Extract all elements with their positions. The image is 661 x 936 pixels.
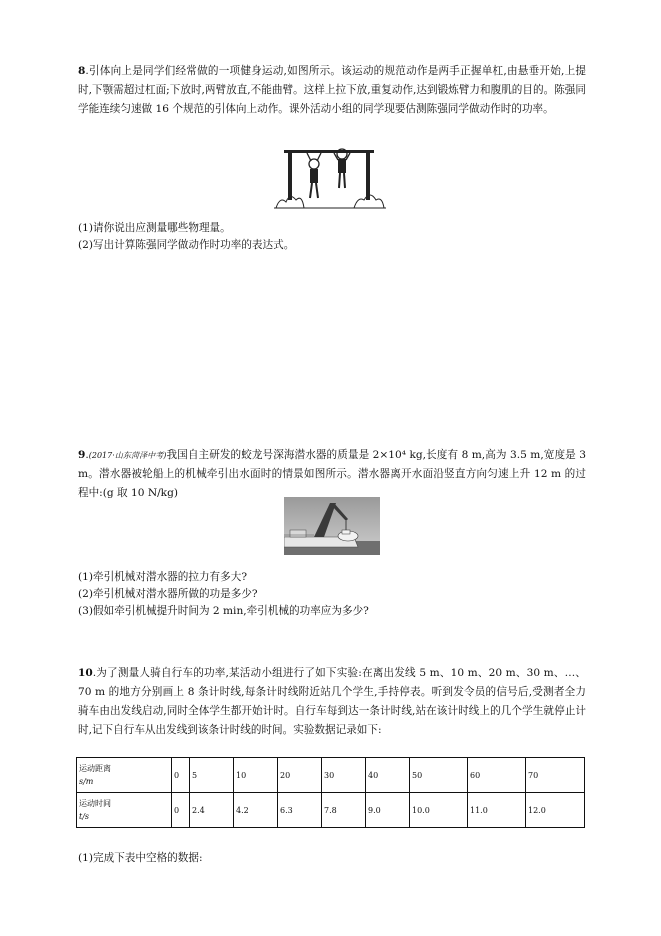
q8-sub2: (2)写出计算陈强同学做动作时功率的表达式。 xyxy=(78,239,295,251)
q9-sub3: (3)假如牵引机械提升时间为 2 min,牵引机械的功率应为多少? xyxy=(78,605,369,617)
data-table xyxy=(76,757,585,828)
q8-text: .引体向上是同学们经常做的一项健身运动,如图所示。该运动的规范动作是两手正握单杠,由悬垂开始,上提时,下颚需超过杠面;下放时,两臂放直,不能曲臂。这样上拉下放,重复动作,达到锻炼臂力和腹肌的目的。陈强同学能连续匀速做 16 个规范的引体向上动作。课外活动小组的同学现要估测陈强同学做动作时的功率。 xyxy=(78,65,586,115)
q10-sub1: (1)完成下表中空格的数据: xyxy=(78,852,203,864)
table-cell: 5 xyxy=(190,758,234,793)
q8-number: 8 xyxy=(78,65,86,77)
table-cell: 20 xyxy=(278,758,322,793)
table-cell: 7.8 xyxy=(322,793,366,828)
table-row xyxy=(77,793,585,828)
table-cell: 70 xyxy=(526,758,585,793)
q10-number: 10 xyxy=(78,667,93,679)
table-cell: 12.0 xyxy=(526,793,585,828)
table-cell: 6.3 xyxy=(278,793,322,828)
table-cell: 50 xyxy=(410,758,468,793)
table-cell: 9.0 xyxy=(366,793,410,828)
q8-sub1: (1)请你说出应测量哪些物理量。 xyxy=(78,222,231,234)
table-cell: 40 xyxy=(366,758,410,793)
table-cell: 11.0 xyxy=(468,793,526,828)
table-cell: 30 xyxy=(322,758,366,793)
q9-sub1: (1)牵引机械对潜水器的拉力有多大? xyxy=(78,571,247,583)
q9-text: 我国自主研发的蛟龙号深海潜水器的质量是 2×10⁴ kg,长度有 8 m,高为 3.5 m,宽度是 3 m。潜水器被轮船上的机械牵引出水面时的情景如图所示。潜水器离开水面沿竖直方向匀速上升 12 m 的过程中:(g 取 10 N/kg) xyxy=(78,449,586,499)
q10-text: .为了测量人骑自行车的功率,某活动小组进行了如下实验:在离出发线 5 m、10 m、20 m、30 m、…、70 m 的地方分别画上 8 条计时线,每条计时线附近站几个学生,手持停表。听到发令员的信号后,受测者全力骑车由出发线启动,同时全体学生都开始计时。自行车每到达一条计时线,站在该计时线上的几个学生就停止计时,记下自行车从出发线到该条计时线的时间。实验数据记录如下: xyxy=(78,667,586,736)
q9-paragraph xyxy=(78,446,586,503)
table-cell: 10.0 xyxy=(410,793,468,828)
table-cell: 0 xyxy=(172,758,190,793)
q9-sub2: (2)牵引机械对潜水器所做的功是多少? xyxy=(78,588,258,600)
q8-paragraph xyxy=(78,62,586,119)
table-cell: 4.2 xyxy=(234,793,278,828)
table-cell: 60 xyxy=(468,758,526,793)
pull-up-figure-icon xyxy=(274,142,386,212)
table-cell: 0 xyxy=(172,793,190,828)
row1-header: 运动距离 s/m xyxy=(77,758,172,793)
table-cell: 10 xyxy=(234,758,278,793)
q9-number: 9 xyxy=(78,449,86,461)
submarine-photo-icon xyxy=(284,497,380,555)
q10-paragraph xyxy=(78,664,586,740)
q9-source: .(2017·山东菏泽中考) xyxy=(85,449,167,461)
table-row xyxy=(77,758,585,793)
table-cell: 2.4 xyxy=(190,793,234,828)
row2-header: 运动时间 t/s xyxy=(77,793,172,828)
